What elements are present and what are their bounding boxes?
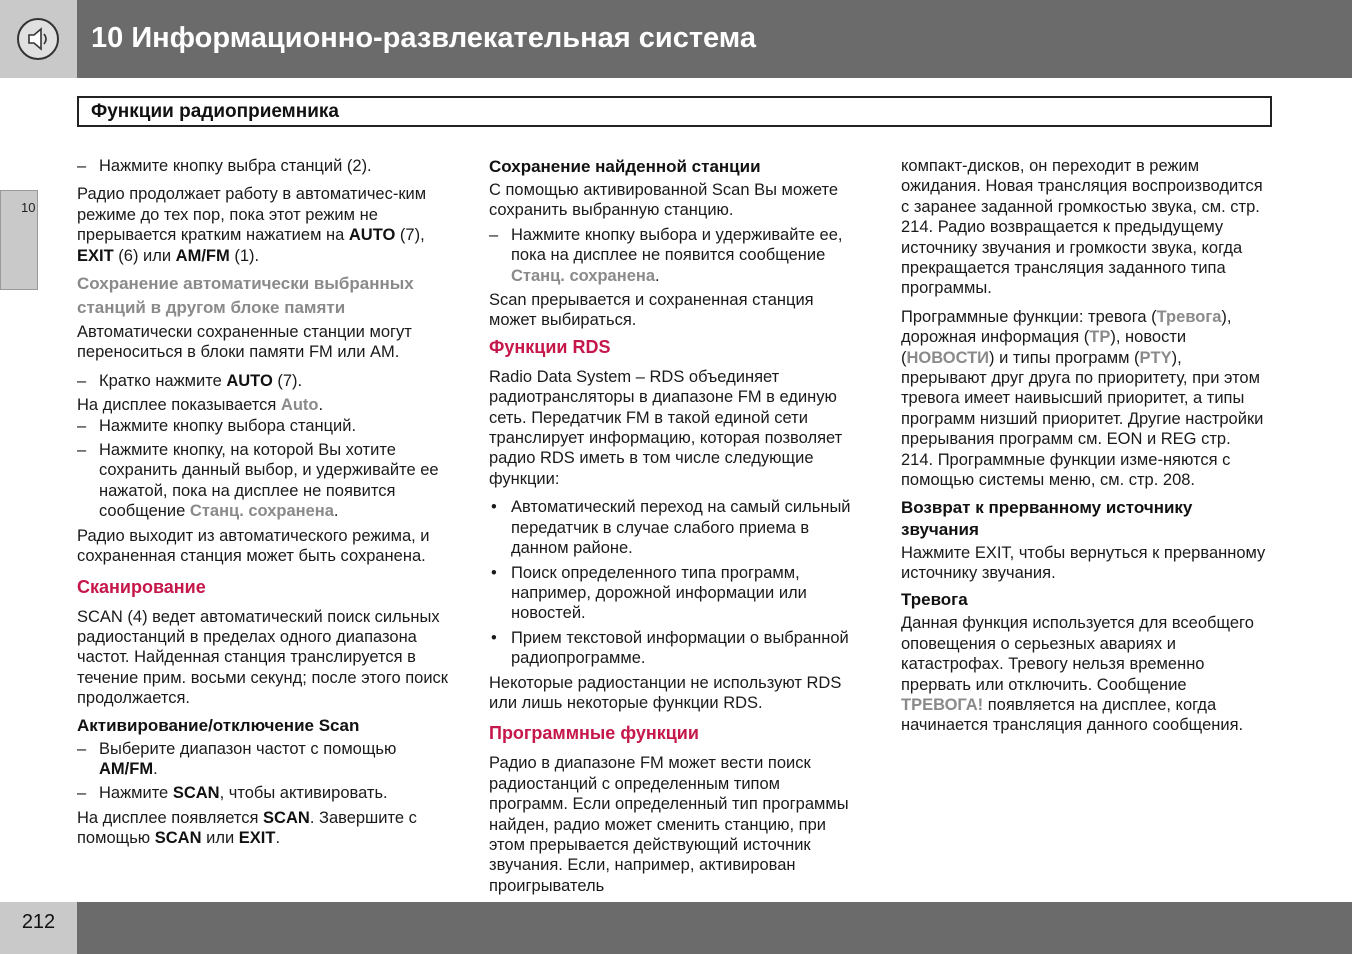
- column-2: [489, 156, 855, 900]
- step-text: – Кратко нажмите AUTO (7).: [77, 371, 449, 391]
- paragraph: SCAN (4) ведет автоматический поиск сильных радиостанций в пределах одного диапазона частот. Найденная станция транслируется в течение прим. восьми секунд; после этого поиск продолжается.: [77, 607, 449, 708]
- step-text: – Выберите диапазон частот с помощью AM/FM.: [77, 739, 449, 780]
- header-bar: [77, 0, 1352, 78]
- footer-bar: [77, 902, 1352, 954]
- header-icon-area: [0, 0, 77, 78]
- heading-program-functions: Программные функции: [489, 723, 699, 744]
- list-item: • Поиск определенного типа программ, например, дорожной информации или новостей.: [489, 563, 855, 624]
- paragraph: Нажмите EXIT, чтобы вернуться к прерванному источнику звучания.: [901, 543, 1266, 582]
- heading-rds: Функции RDS: [489, 336, 611, 357]
- page-number: 212: [21, 911, 56, 933]
- paragraph: Некоторые радиостанции не используют RDS или лишь некоторые функции RDS.: [489, 673, 842, 712]
- paragraph: Автоматически сохраненные станции могут переноситься в блоки памяти FM или AM.: [77, 323, 412, 362]
- column-1: [77, 156, 449, 853]
- paragraph: Scan прерывается и сохраненная станция может выбираться.: [489, 291, 814, 330]
- speaker-icon: [16, 17, 60, 61]
- subheading: Возврат к прерванному источнику звучания: [901, 497, 1193, 539]
- step-text: – Нажмите кнопку выбора и удерживайте ее, пока на дисплее не появится сообщение Станц. сохранена.: [489, 225, 855, 286]
- paragraph: компакт-дисков, он переходит в режим ожидания. Новая трансляция воспроизводится с заранее заданной громкостью звука, см. стр. 214. Радио возвращается к предыдущему источнику звучания и громкости звука, когда прекращается трансляция заданного типа программы.: [901, 157, 1263, 298]
- page-title: 10 Информационно-развлекательная система: [91, 22, 756, 54]
- paragraph: Радио в диапазоне FM может вести поиск радиостанций с определенным типом программ. Если определенный тип программы найден, радио может сменить станцию, при этом прерывается действующий источник звучания. Если, например, активирован проигрыватель: [489, 754, 849, 895]
- heading-scan: Сканирование: [77, 576, 206, 597]
- chapter-tab-number: 10: [21, 200, 36, 215]
- paragraph: Данная функция используется для всеобщего оповещения о серьезных авариях и катастрофах. Тревогу нельзя временно прервать или отключить. Сообщение ТРЕВОГА! появляется на дисплее, когда начинается трансляция данного сообщения.: [901, 614, 1254, 735]
- subheading: Сохранение автоматически выбранных станций в другом блоке памяти: [77, 274, 414, 318]
- list-item: • Автоматический переход на самый сильный передатчик в случае слабого приема в данном районе.: [489, 497, 855, 558]
- column-3: [901, 156, 1266, 740]
- paragraph: Radio Data System – RDS объединяет радиотрансляторы в диапазоне FM в единую сеть. Передатчик FM в такой единой сети транслирует информацию, которая позволяет радио RDS иметь в том числе следующие функции:: [489, 367, 843, 488]
- step-text: – Нажмите SCAN, чтобы активировать.: [77, 783, 449, 803]
- paragraph: Радио продолжает работу в автоматичес-ким режиме до тех пор, пока этот режим не прерывается кратким нажатием на AUTO (7), EXIT (6) или AM/FM (1).: [77, 185, 427, 265]
- paragraph: На дисплее появляется SCAN. Завершите с помощью SCAN или EXIT.: [77, 808, 417, 848]
- step-text: – Нажмите кнопку выбра станций (2).: [77, 156, 449, 176]
- subheading: Активирование/отключение Scan: [77, 715, 360, 735]
- paragraph: Программные функции: тревога (Тревога), дорожная информация (TP), новости (НОВОСТИ) и типы программ (PTY), прерывают друг друга по приоритету, при этом тревога имеет наивысший приоритет, а типы программ низший приоритет. Другие настройки прерывания программ см. EON и REG стр. 214. Программные функции изме-няются с помощью системы меню, см. стр. 208.: [901, 307, 1264, 490]
- section-header: [77, 96, 1272, 127]
- list-item: • Прием текстовой информации о выбранной радиопрограмме.: [489, 628, 855, 669]
- step-text: – Нажмите кнопку выбора станций.: [77, 416, 449, 436]
- section-title: Функции радиоприемника: [91, 101, 339, 122]
- subheading: Тревога: [901, 590, 968, 610]
- subheading: Сохранение найденной станции: [489, 157, 761, 176]
- paragraph: Радио выходит из автоматического режима, и сохраненная станция может быть сохранена.: [77, 526, 430, 566]
- paragraph: На дисплее показывается Auto.: [77, 396, 324, 415]
- step-text: – Нажмите кнопку, на которой Вы хотите сохранить данный выбор, и удерживайте ее нажатой, пока на дисплее не появится сообщение Станц. сохранена.: [77, 440, 449, 522]
- paragraph: С помощью активированной Scan Вы можете сохранить выбранную станцию.: [489, 181, 839, 220]
